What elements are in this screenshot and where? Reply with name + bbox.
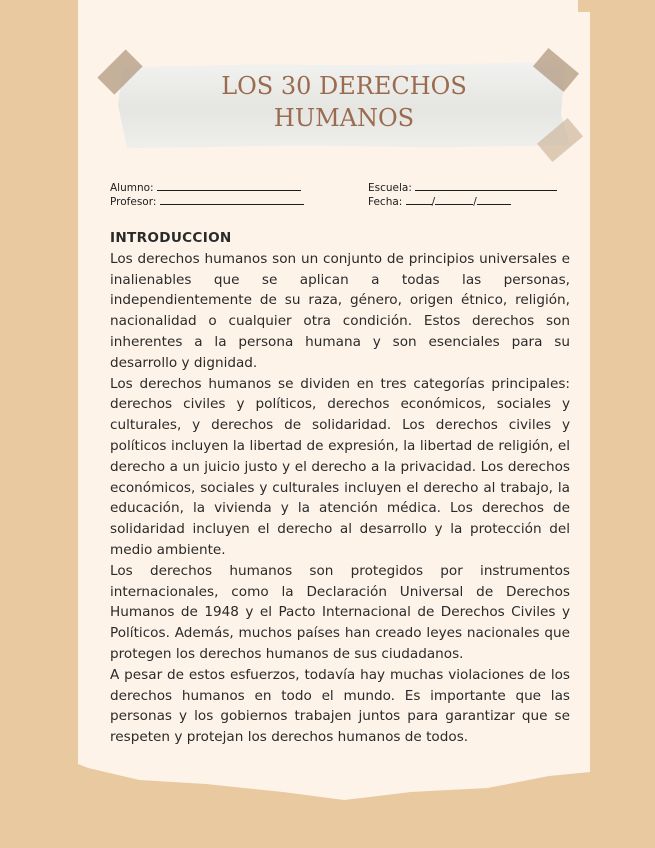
- paragraph-4: A pesar de estos esfuerzos, todavía hay muchas violaciones de los derechos humanos en todo el mundo. Es importante que las personas y los gobiernos trabajen juntos para garantizar que se respeten y protejan los derechos humanos de todos.: [110, 666, 570, 746]
- date-label: Fecha:: [368, 196, 403, 208]
- date-month-line[interactable]: [435, 195, 473, 205]
- date-separator-2: /: [473, 196, 477, 208]
- paper-notch: [578, 0, 592, 12]
- date-day-line[interactable]: [406, 195, 432, 205]
- section-heading: INTRODUCCION: [110, 230, 232, 246]
- paragraph-2: Los derechos humanos se dividen en tres categorías principales: derechos civiles y políticos, derechos económicos, sociales y culturales, y derechos de solidaridad. Los derechos civiles y políticos incluyen la libertad de expresión, la libertad de religión, el derecho a un juicio justo y el derecho a la privacidad. Los derechos económicos, sociales y culturales incluyen el derecho al trabajo, la educación, la vivienda y la atención médica. Los derechos de solidaridad incluyen el derecho al desarrollo y la protección del medio ambiente.: [110, 375, 570, 558]
- student-field[interactable]: [110, 181, 301, 194]
- page-title: [118, 70, 570, 134]
- date-year-line[interactable]: [477, 195, 511, 205]
- date-separator-1: /: [431, 196, 436, 208]
- school-label: Escuela:: [368, 182, 412, 194]
- title-line-2: HUMANOS: [273, 104, 415, 132]
- teacher-line[interactable]: [160, 195, 304, 205]
- date-field[interactable]: [368, 195, 511, 208]
- introduction-section: [110, 228, 570, 748]
- teacher-field[interactable]: [110, 195, 304, 208]
- title-line-1: LOS 30 DERECHOS: [221, 72, 467, 100]
- teacher-label: Profesor:: [110, 196, 157, 208]
- paragraph-3: Los derechos humanos son protegidos por instrumentos internacionales, como la Declaración Universal de Derechos Humanos de 1948 y el Pacto Internacional de Derechos Civiles y Políticos. Además, muchos países han creado leyes nacionales que protegen los derechos humanos de sus ciudadanos.: [110, 562, 570, 662]
- school-field[interactable]: [368, 181, 557, 194]
- student-line[interactable]: [157, 181, 301, 191]
- school-line[interactable]: [415, 181, 557, 191]
- paragraph-1: Los derechos humanos son un conjunto de principios universales e inalienables que se aplican a todas las personas, independientemente de su raza, género, origen étnico, religión, nacionalidad o cualquier otra condición. Estos derechos son inherentes a la persona humana y son esenciales para su desarrollo y dignidad.: [110, 250, 570, 371]
- student-label: Alumno:: [110, 182, 154, 194]
